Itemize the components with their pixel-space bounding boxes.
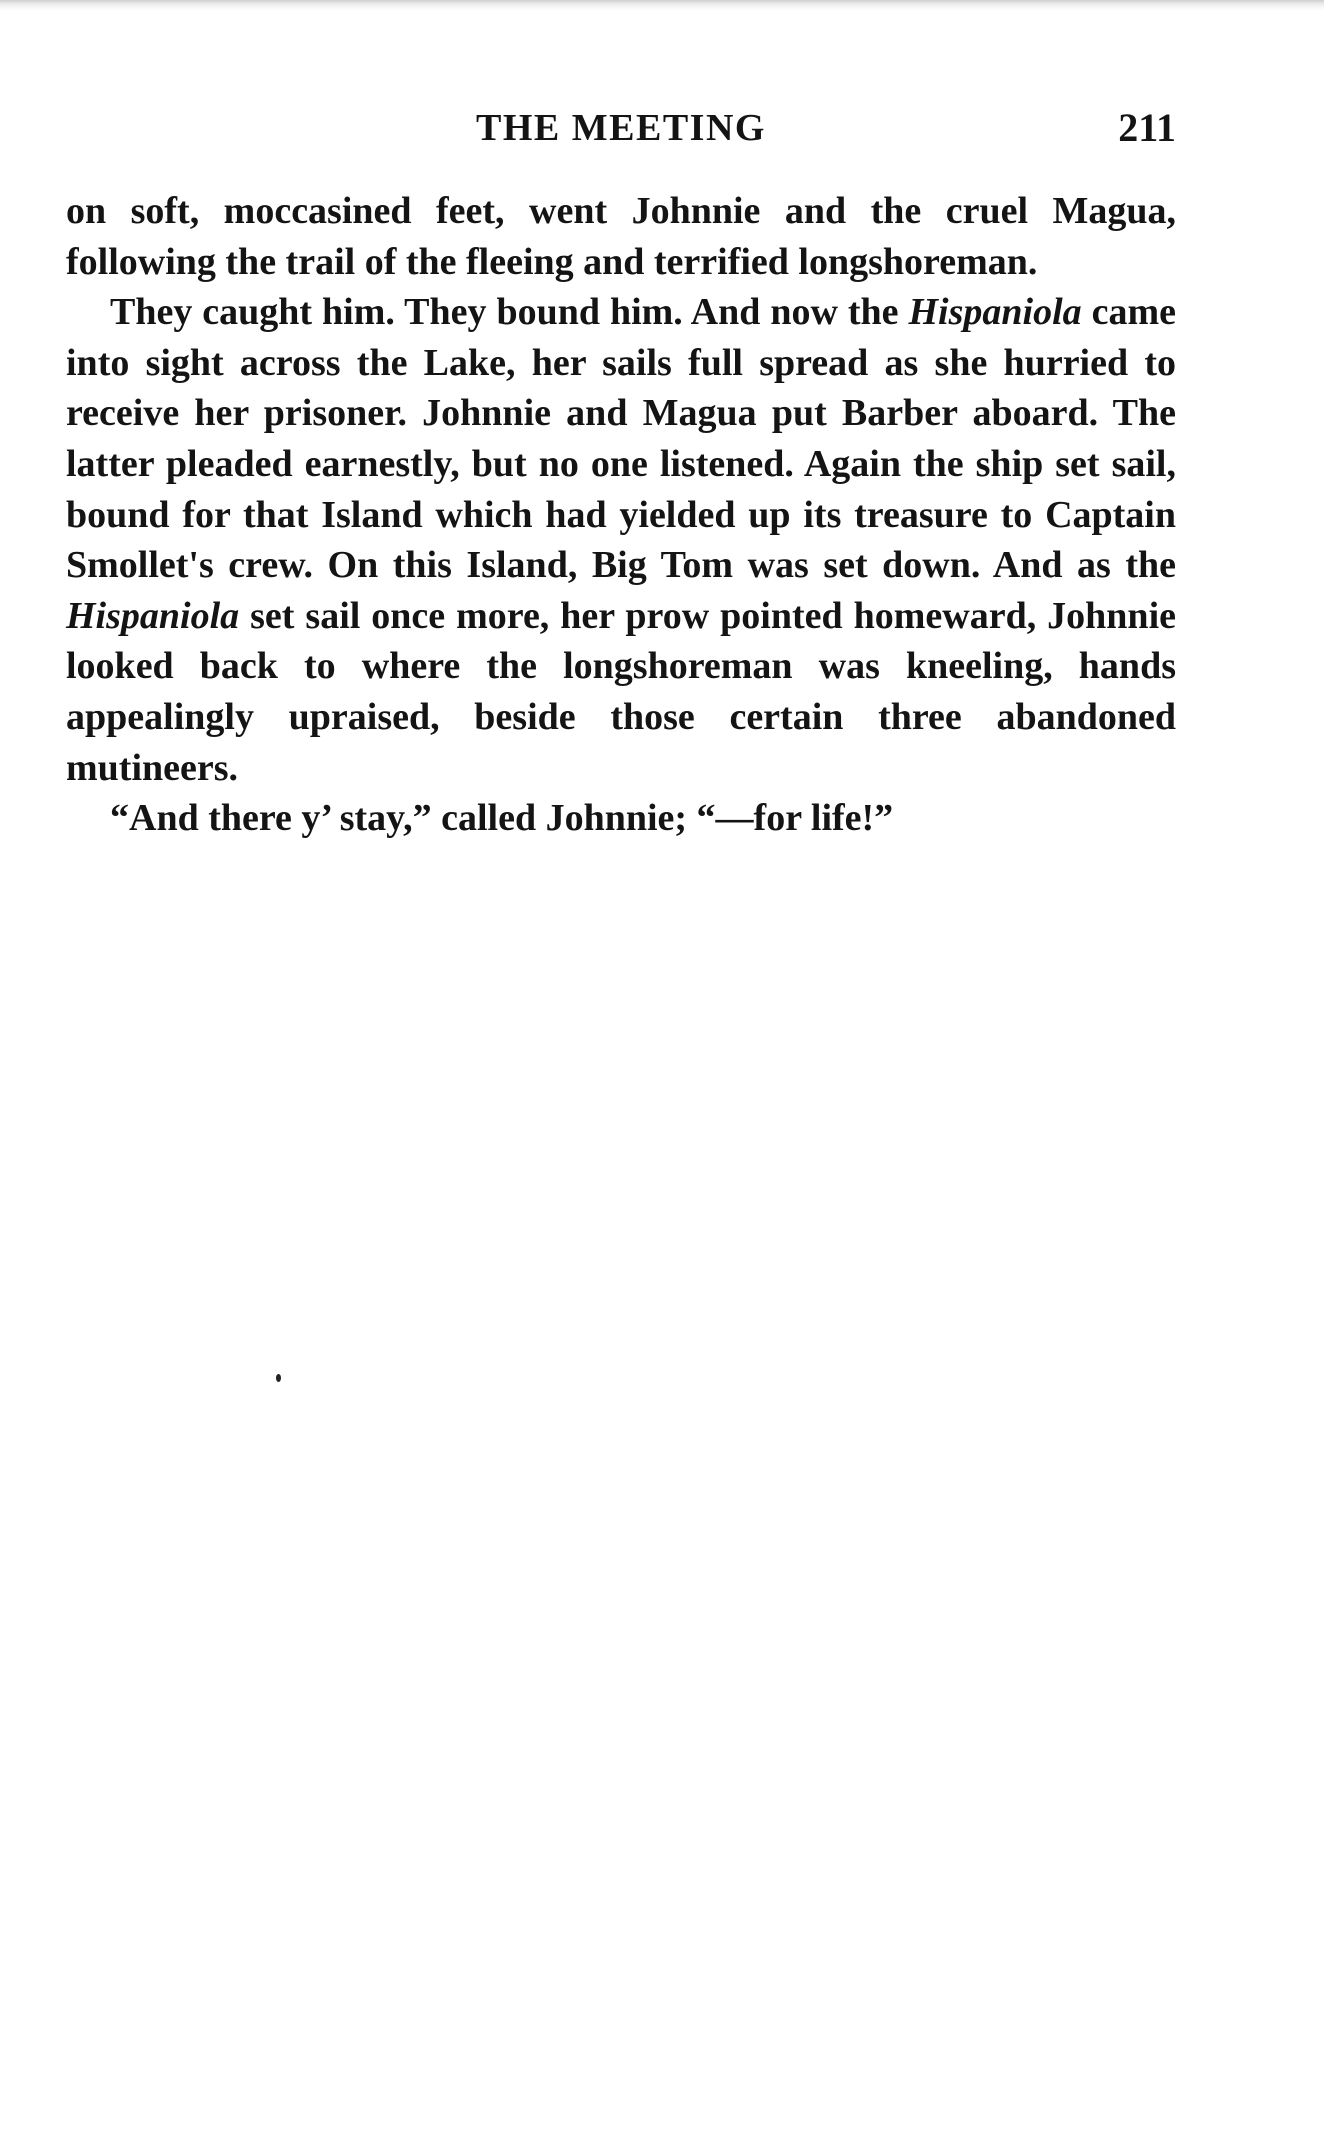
paragraph-2 (66, 287, 1176, 793)
ship-name-italic-1: Hispaniola (908, 291, 1082, 334)
ink-speck (276, 1374, 281, 1382)
body-text (66, 186, 1176, 844)
paragraph-3: “And there y’ stay,” called Johnnie; “—for life!” (110, 797, 894, 840)
running-title: THE MEETING (476, 107, 766, 149)
paragraph-2-segment-3: set sail once more, her prow pointed homeward, Johnnie looked back to where the longshoreman was kneeling, hands appealingly upraised, beside those certain three abandoned mutineers. (66, 594, 1176, 789)
paragraph-1: on soft, moccasined feet, went Johnnie and the cruel Magua, following the trail of the fleeing and terrified longshoreman. (66, 190, 1176, 283)
ship-name-italic-2: Hispaniola (66, 594, 240, 637)
running-head (66, 100, 1176, 156)
paragraph-2-segment-1: They caught him. They bound him. And now the (110, 291, 909, 334)
page-number: 211 (1118, 105, 1176, 150)
page-top-edge (0, 0, 1324, 10)
paragraph-2-segment-2: came into sight across the Lake, her sails full spread as she hurried to receive her prisoner. Johnnie and Magua put Barber aboard. The latter pleaded earnestly, but no one listened. Again the ship set sail, bound for that Island which had yielded up its treasure to Captain Smollet's crew. On this Island, Big Tom was set down. And as the (66, 291, 1176, 587)
